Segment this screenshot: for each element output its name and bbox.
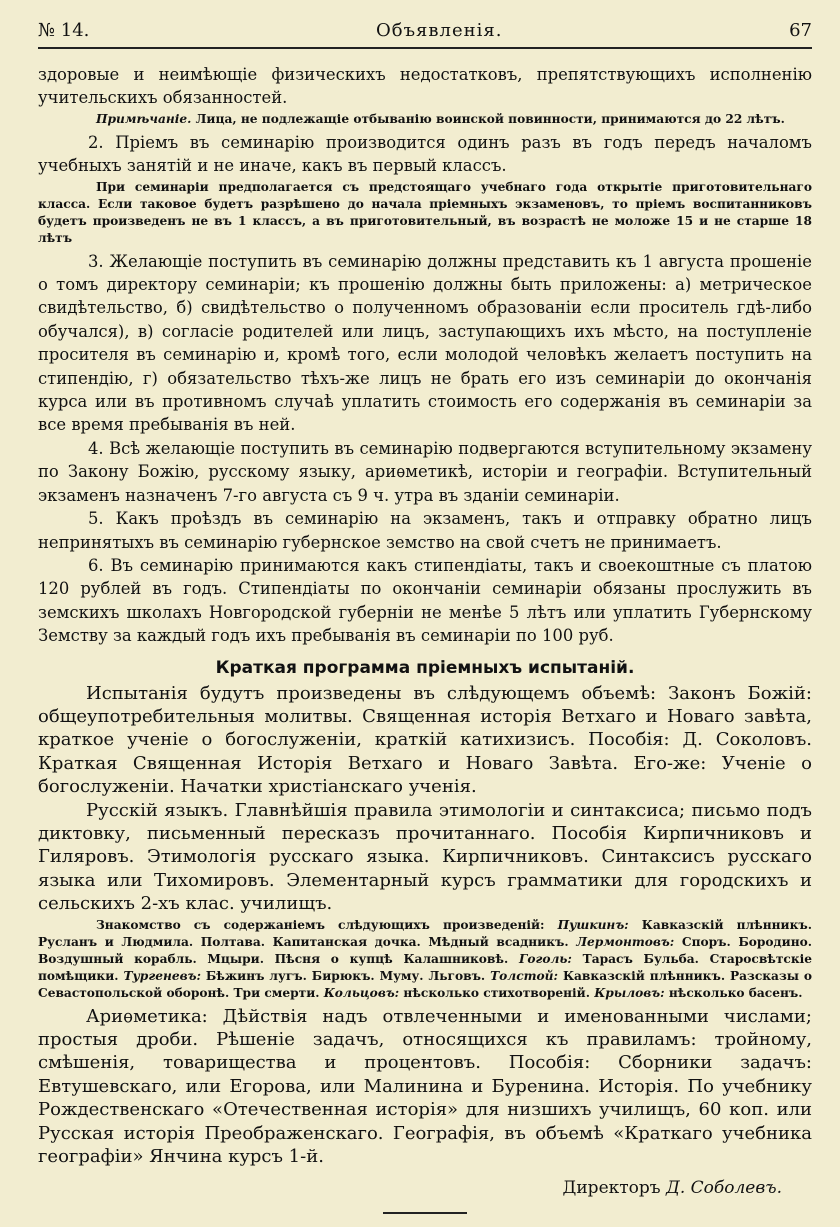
signature [38, 1178, 812, 1198]
footer-rule [383, 1212, 467, 1214]
work-titles: Кавказскій плѣнникъ. Разсказы о Севастопольской оборонѣ. Три смерти. [38, 968, 812, 1000]
note-label: Примѣчаніе. [96, 111, 192, 126]
author-name: Кольцовъ: [323, 985, 404, 1000]
page-header [38, 20, 812, 47]
paragraph-2: 2. Пріемъ въ семинарію производится одинъ разъ въ годъ передъ началомъ учебныхъ занятій и не иначе, какъ въ первый классъ. [38, 132, 812, 176]
work-titles: Бѣжинъ лугъ. Бирюкъ. Муму. Льговъ. [205, 968, 491, 983]
author-name: Гоголь: [518, 951, 583, 966]
author-name: Пушкинъ: [557, 917, 642, 932]
program-section [38, 682, 812, 1169]
author-name: Толстой: [490, 968, 563, 983]
paragraph-6: 6. Въ семинарію принимаются какъ стипендіаты, такъ и своекоштные съ платою 120 рублей въ годъ. Стипендіаты по окончаніи семинаріи обязаны прослужить въ земскихъ школахъ Новгородской губерніи не менѣе 5 лѣтъ или уплатить Губернскому Земству за каждый годъ ихъ пребыванія въ семинаріи по 100 руб. [38, 555, 812, 646]
work-titles: Тарасъ Бульба. Старосвѣтскіе помѣщики. [38, 951, 813, 983]
admission-rules [38, 63, 812, 648]
issue-number: № 14. [38, 20, 90, 41]
author-name: Лермонтовъ: [576, 934, 682, 949]
header-rule [38, 47, 812, 49]
paragraph-5: 5. Какъ проѣздъ въ семинарію на экзаменъ, такъ и отправку обратно лицъ непринятыхъ въ семинарію губернское земство на свой счетъ не принимаетъ. [38, 509, 812, 552]
page-number: 67 [789, 20, 812, 41]
paragraph-4: 4. Всѣ желающіе поступить въ семинарію подвергаются вступительному экзамену по Закону Божію, русскому языку, ариѳметикѣ, исторіи и географіи. Вступительный экзаменъ назначенъ 7-го августа съ 9 ч. утра въ зданіи семинаріи. [38, 438, 812, 505]
program-paragraph-3: Ариѳметика: Дѣйствія надъ отвлеченными и именованными числами; простыя дроби. Рѣшеніе задачъ, относящихся къ правиламъ: тройному, смѣшенія, товарищества и процентовъ. Пособія: Сборники задачъ: Евтушевскаго, или Егорова, или Малинина и Буренина. Исторія. По учебнику Рождественскаго «Отечественная исторія» для низшихъ училищъ, 60 коп. или Русская исторія Преображенскаго. Географія, въ объемѣ «Краткаго учебника географіи» Янчина курсъ 1-й. [38, 1005, 812, 1168]
paragraph-3: 3. Желающіе поступить въ семинарію должны представить къ 1 августа прошеніе о томъ директору семинаріи; къ прошенію должны быть приложены: а) метрическое свидѣтельство, б) свидѣтельство о полученномъ образованіи если проситель гдѣ-либо обучался), в) согласіе родителей или лицъ, заступающихъ ихъ мѣсто, на поступленіе просителя въ семинарію и, кромѣ того, если молодой человѣкъ желаетъ поступить на стипендію, г) обязательство тѣхъ-же лицъ не брать его изъ семинаріи до окончанія курса или въ противномъ случаѣ уплатить стоимость его содержанія въ семинаріи за все время пребыванія въ ней. [38, 251, 812, 435]
author-name: Крыловъ: [594, 985, 669, 1000]
program-paragraph-1: Испытанія будутъ произведены въ слѣдующемъ объемѣ: Законъ Божій: общеупотребительныя молитвы. Священная исторія Ветхаго и Новаго завѣта, краткое ученіе о богослуженіи, краткій катихизисъ. Пособія: Д. Соколовъ. Краткая Священная Исторія Ветхаго и Новаго Завѣта. Его-же: Ученіе о богослуженіи. Начатки христіанскаго ученія. [38, 682, 812, 798]
work-titles: Кавказскій плѣнникъ. Русланъ и Людмила. Полтава. Капитанская дочка. Мѣдный всадникъ. [38, 917, 812, 949]
program-heading: Краткая программа пріемныхъ испытаній. [215, 657, 635, 678]
note-2: При семинаріи предполагается съ предстоящаго учебнаго года открытіе приготовительнаго класса. Если таковое будетъ разрѣшено до начала пріемныхъ экзаменовъ, то пріемъ воспитанниковъ будетъ произведенъ не въ 1 классъ, а въ приготовительный, въ возрастѣ не моложе 15 и не старше 18 лѣтъ [38, 179, 812, 245]
work-titles: нѣсколько стихотвореній. [403, 985, 595, 1000]
note-1-text: Лица, не подлежащіе отбыванію воинской повинности, принимаются до 22 лѣтъ. [195, 111, 785, 126]
literature-list [38, 917, 812, 1002]
author-name: Тургеневъ: [123, 968, 206, 983]
section-title: Объявленія. [376, 20, 503, 41]
signature-role: Директоръ [562, 1178, 661, 1199]
note-1 [38, 111, 812, 128]
signature-name: Д. Соболевъ. [666, 1178, 782, 1199]
program-paragraph-2: Русскій языкъ. Главнѣйшія правила этимологіи и синтаксиса; письмо подъ диктовку, письменный пересказъ прочитаннаго. Пособія Кирпичниковъ и Гиляровъ. Этимологія русскаго языка. Кирпичниковъ. Синтаксисъ русскаго языка или Тихомировъ. Элементарный курсъ грамматики для городскихъ и сельскихъ 2-хъ клас. училищъ. [38, 799, 812, 915]
work-titles: Споръ. Бородино. Воздушный корабль. Мцыри. Пѣсня о купцѣ Калашниковѣ. [38, 934, 812, 966]
work-titles: нѣсколько басенъ. [668, 985, 803, 1000]
work-titles: Знакомство съ содержаніемъ слѣдующихъ произведеній: [96, 917, 558, 932]
paragraph-1: здоровые и неимѣющіе физическихъ недостатковъ, препятствующихъ исполненію учительскихъ обязанностей. [38, 65, 812, 108]
